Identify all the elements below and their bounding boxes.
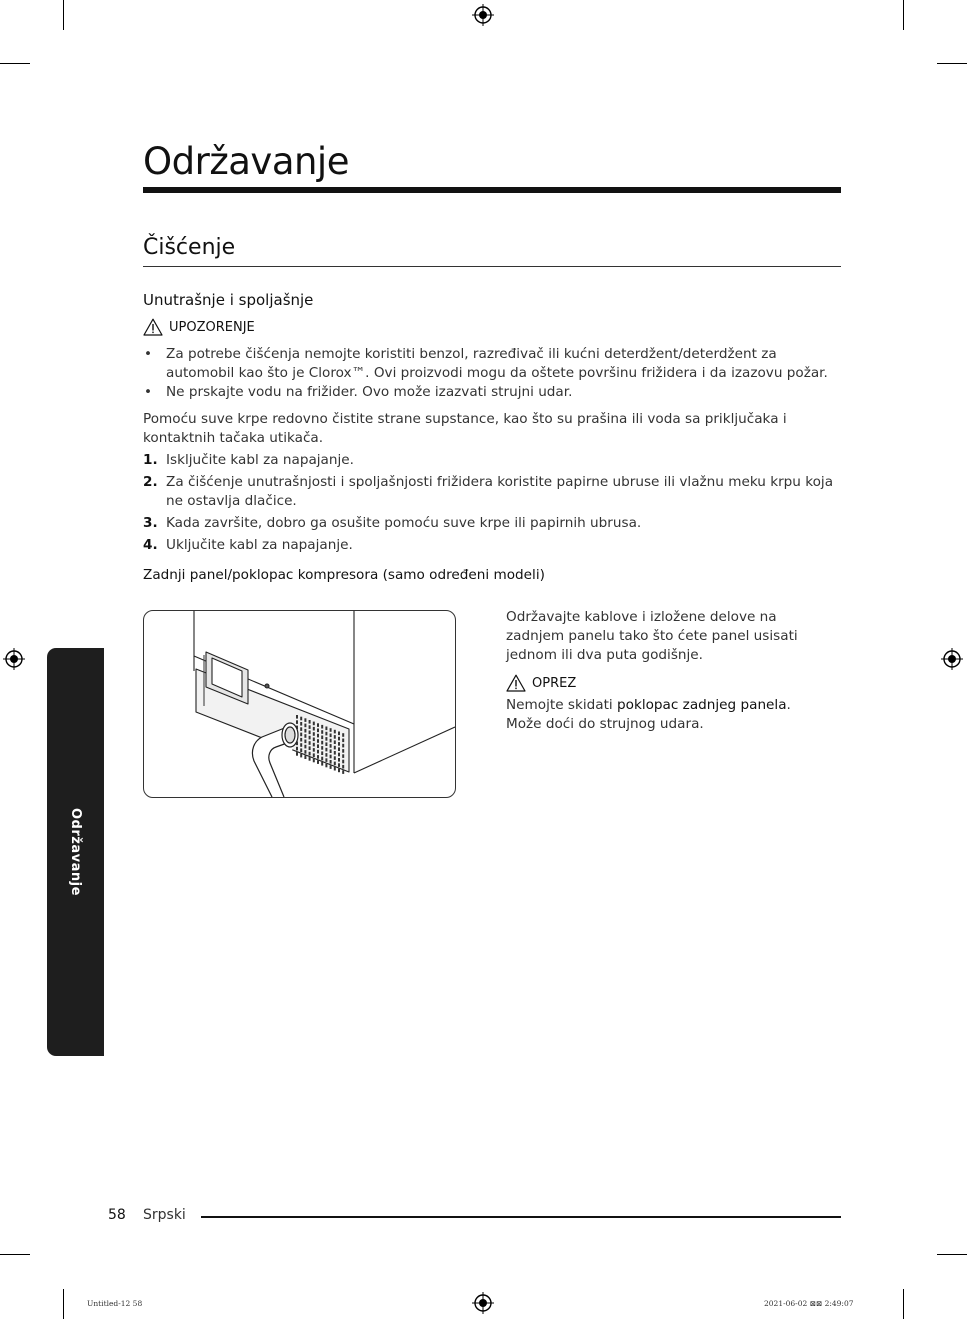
step-number: 1. (143, 452, 158, 468)
print-slug-left: Untitled-12 58 (87, 1299, 143, 1308)
warning-label-text: UPOZORENJE (169, 319, 255, 335)
caution-label (506, 674, 836, 692)
registration-mark-icon (941, 648, 963, 670)
steps-list (143, 451, 843, 558)
rear-panel-illustration (143, 610, 456, 798)
registration-mark-icon (472, 4, 494, 26)
step-text: Uključite kabl za napajanje. (166, 537, 353, 553)
warning-item-text: Za potrebe čišćenja nemojte koristiti benzol, razređivač ili kućni deterdžent/deterdžent za automobil kao što je Clorox™. Ovi proizvodi mogu da oštete površinu frižidera i da izazovu požar. (166, 346, 828, 381)
step-text: Kada završite, dobro ga osušite pomoću suve krpe ili papirnih ubrusa. (166, 515, 642, 531)
crop-mark (63, 1289, 64, 1319)
rear-panel-text-block (506, 608, 836, 734)
section-title: Čišćenje (143, 235, 236, 260)
caution-text (506, 696, 826, 734)
footer-language: Srpski (143, 1207, 186, 1223)
footer-rule (201, 1216, 841, 1218)
crop-mark (937, 63, 967, 64)
registration-mark-icon (472, 1292, 494, 1314)
warning-label (143, 318, 255, 336)
cleaning-paragraph: Pomoću suve krpe redovno čistite strane supstance, kao što su prašina ili voda sa priključaka i kontaktnih tačaka utikača. (143, 411, 787, 446)
crop-mark (937, 1254, 967, 1255)
step-text: Za čišćenje unutrašnjosti i spoljašnjosti frižidera koristite papirne ubruse ili vlažnu meku krpu koja ne ostavlja dlačice. (166, 474, 834, 509)
step-number: 4. (143, 537, 158, 553)
section-rule (143, 266, 841, 267)
caution-label-text: OPREZ (532, 675, 577, 691)
warning-triangle-icon (143, 318, 163, 336)
side-tab-label: Održavanje (68, 808, 83, 896)
step-text: Isključite kabl za napajanje. (166, 452, 354, 468)
crop-mark (903, 1289, 904, 1319)
step-number: 2. (143, 474, 158, 490)
crop-mark (63, 0, 64, 30)
warning-item-text: Ne prskajte vodu na frižider. Ovo može izazvati strujni udar. (166, 384, 573, 400)
warning-list (143, 345, 843, 402)
list-item (143, 536, 843, 555)
section-side-tab (47, 648, 104, 1056)
title-rule (143, 187, 841, 193)
rear-panel-heading: Zadnji panel/poklopac kompresora (samo određeni modeli) (143, 567, 545, 583)
rear-panel-text: Održavajte kablove i izložene delove na zadnjem panelu tako što ćete panel usisati jednom ili dva puta godišnje. (506, 609, 798, 663)
vacuum-rear-panel-drawing (144, 611, 455, 797)
crop-mark (903, 0, 904, 30)
list-item (143, 451, 843, 470)
list-item (143, 514, 843, 533)
list-item: • Ne prskajte vodu na frižider. Ovo može izazvati strujni udar. (144, 384, 573, 400)
caution-text-end: . Može doći do strujnog udara. (506, 697, 791, 732)
page-title: Održavanje (143, 140, 349, 183)
crop-mark (0, 63, 30, 64)
page-number: 58 (108, 1207, 126, 1223)
list-item (143, 473, 843, 511)
registration-mark-icon (3, 648, 25, 670)
caution-text-start: Nemojte skidati (506, 697, 618, 713)
step-number: 3. (143, 515, 158, 531)
caution-text-emphasis: poklopac zadnjeg panela (617, 697, 787, 713)
print-slug-right: 2021-06-02 ⊠⊠ 2:49:07 (764, 1299, 854, 1308)
crop-mark (0, 1254, 30, 1255)
subsection-title: Unutrašnje i spoljašnje (143, 291, 314, 309)
warning-triangle-icon (506, 674, 526, 692)
list-item: • Za potrebe čišćenja nemojte koristiti benzol, razređivač ili kućni deterdžent/deterdžent za automobil kao što je Clorox™. Ovi proizvodi mogu da oštete površinu frižidera i da izazovu požar. (144, 346, 828, 381)
